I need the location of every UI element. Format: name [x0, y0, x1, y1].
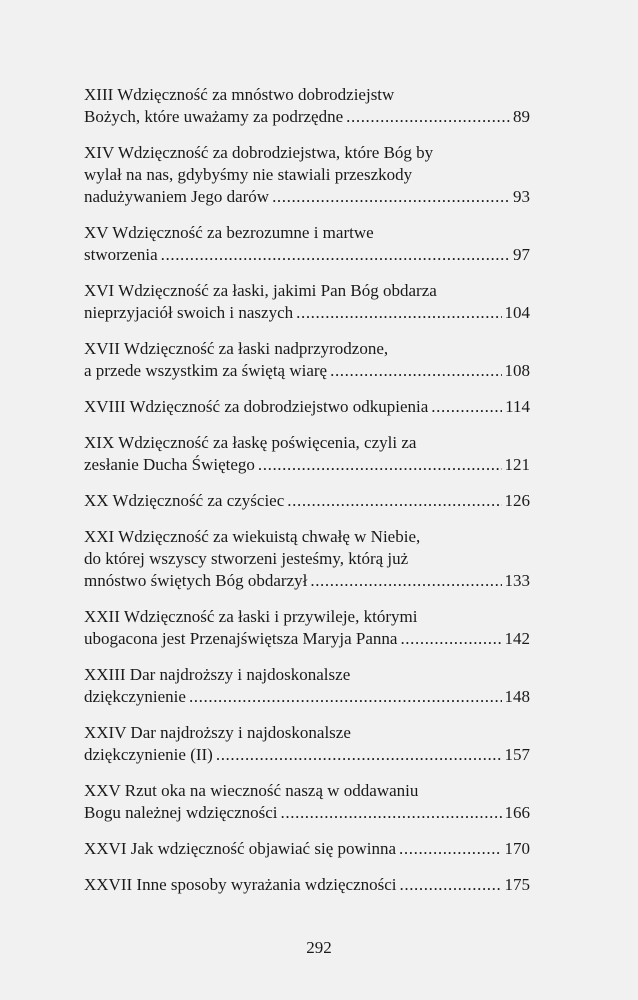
- toc-page-number: 89: [513, 107, 530, 126]
- dot-leader: [272, 186, 510, 208]
- toc-entry-line: wylał na nas, gdybyśmy nie stawiali przeszkody: [84, 165, 413, 184]
- toc-page-number: 170: [504, 839, 530, 858]
- toc-entry: [84, 222, 530, 266]
- toc-page-number: 148: [504, 687, 530, 706]
- toc-entry-line: XIV Wdzięczność za dobrodziejstwa, które Bóg by: [84, 143, 434, 162]
- toc-entry: [84, 526, 530, 592]
- toc-entry: [84, 280, 530, 324]
- toc-page-number: 157: [504, 745, 530, 764]
- toc-entry-line: XX Wdzięczność za czyściec: [84, 491, 285, 510]
- toc-entry-last-line: [84, 744, 530, 766]
- toc-entry: [84, 606, 530, 650]
- toc-page-number: 142: [504, 629, 530, 648]
- toc-entry-line: ubogacona jest Przenajświętsza Maryja Panna: [84, 629, 398, 648]
- toc-entry: [84, 142, 530, 208]
- dot-leader: [330, 360, 501, 382]
- toc-entry-line: a przede wszystkim za świętą wiarę: [84, 361, 328, 380]
- toc-entry-last-line: [84, 454, 530, 476]
- toc-entry-line: dziękczynienie (II): [84, 745, 213, 764]
- toc-entry: [84, 432, 530, 476]
- toc-entry: [84, 838, 530, 860]
- toc-entry: [84, 874, 530, 896]
- toc-entry-line: Bożych, które uważamy za podrzędne: [84, 107, 344, 126]
- toc-entry: [84, 780, 530, 824]
- toc-entry: [84, 490, 530, 512]
- toc-entry: [84, 722, 530, 766]
- toc-entry-last-line: [84, 490, 530, 512]
- dot-leader: [258, 454, 502, 476]
- toc-entry-last-line: [84, 628, 530, 650]
- toc-entry: [84, 84, 530, 128]
- toc-page-number: 97: [513, 245, 530, 264]
- dot-leader: [346, 106, 510, 128]
- toc-page-number: 175: [504, 875, 530, 894]
- toc-page-number: 121: [504, 455, 530, 474]
- table-of-contents: [84, 84, 530, 910]
- toc-entry-line: do której wszyscy stworzeni jesteśmy, którą już: [84, 549, 409, 568]
- dot-leader: [399, 838, 501, 860]
- toc-entry-last-line: [84, 802, 530, 824]
- toc-entry-line: XV Wdzięczność za bezrozumne i martwe: [84, 223, 374, 242]
- toc-entry-line: XIII Wdzięczność za mnóstwo dobrodziejstw: [84, 85, 395, 104]
- dot-leader: [281, 802, 502, 824]
- dot-leader: [431, 396, 502, 418]
- dot-leader: [216, 744, 502, 766]
- toc-entry-last-line: [84, 186, 530, 208]
- toc-page-number: 133: [504, 571, 530, 590]
- toc-entry: [84, 338, 530, 382]
- toc-entry-line: XVIII Wdzięczność za dobrodziejstwo odkupienia: [84, 397, 429, 416]
- toc-entry-line: XIX Wdzięczność za łaskę poświęcenia, czyli za: [84, 433, 417, 452]
- toc-entry-last-line: [84, 244, 530, 266]
- dot-leader: [400, 628, 501, 650]
- toc-entry-line: XXIII Dar najdroższy i najdoskonalsze: [84, 665, 351, 684]
- toc-page-number: 108: [504, 361, 530, 380]
- toc-entry-last-line: [84, 874, 530, 896]
- toc-entry-line: dziękczynienie: [84, 687, 186, 706]
- toc-entry-line: nadużywaniem Jego darów: [84, 187, 270, 206]
- toc-entry-line: XVII Wdzięczność za łaski nadprzyrodzone,: [84, 339, 389, 358]
- toc-entry-line: nieprzyjaciół swoich i naszych: [84, 303, 294, 322]
- toc-entry-line: stworzenia: [84, 245, 158, 264]
- dot-leader: [296, 302, 501, 324]
- toc-page-number: 93: [513, 187, 530, 206]
- toc-page-number: 114: [505, 397, 530, 416]
- toc-page-number: 166: [504, 803, 530, 822]
- page-number: 292: [306, 938, 332, 957]
- toc-entry-last-line: [84, 106, 530, 128]
- toc-entry-line: XXII Wdzięczność za łaski i przywileje, którymi: [84, 607, 418, 626]
- toc-entry-last-line: [84, 570, 530, 592]
- dot-leader: [310, 570, 501, 592]
- toc-entry-line: XXIV Dar najdroższy i najdoskonalsze: [84, 723, 351, 742]
- toc-entry: [84, 396, 530, 418]
- dot-leader: [161, 244, 510, 266]
- toc-page-number: 126: [504, 491, 530, 510]
- toc-entry-last-line: [84, 360, 530, 382]
- toc-entry-line: XXI Wdzięczność za wiekuistą chwałę w Niebie,: [84, 527, 421, 546]
- toc-entry-line: XXVII Inne sposoby wyrażania wdzięczności: [84, 875, 397, 894]
- toc-entry-last-line: [84, 302, 530, 324]
- dot-leader: [189, 686, 502, 708]
- dot-leader: [287, 490, 501, 512]
- dot-leader: [400, 874, 502, 896]
- toc-entry-line: mnóstwo świętych Bóg obdarzył: [84, 571, 308, 590]
- toc-entry-line: XXV Rzut oka na wieczność naszą w oddawaniu: [84, 781, 419, 800]
- toc-entry-line: XVI Wdzięczność za łaski, jakimi Pan Bóg obdarza: [84, 281, 437, 300]
- toc-entry-line: zesłanie Ducha Świętego: [84, 455, 255, 474]
- toc-entry-last-line: [84, 396, 530, 418]
- toc-entry-line: Bogu należnej wdzięczności: [84, 803, 278, 822]
- toc-entry: [84, 664, 530, 708]
- toc-entry-last-line: [84, 838, 530, 860]
- toc-entry-line: XXVI Jak wdzięczność objawiać się powinna: [84, 839, 397, 858]
- toc-page-number: 104: [504, 303, 530, 322]
- toc-entry-last-line: [84, 686, 530, 708]
